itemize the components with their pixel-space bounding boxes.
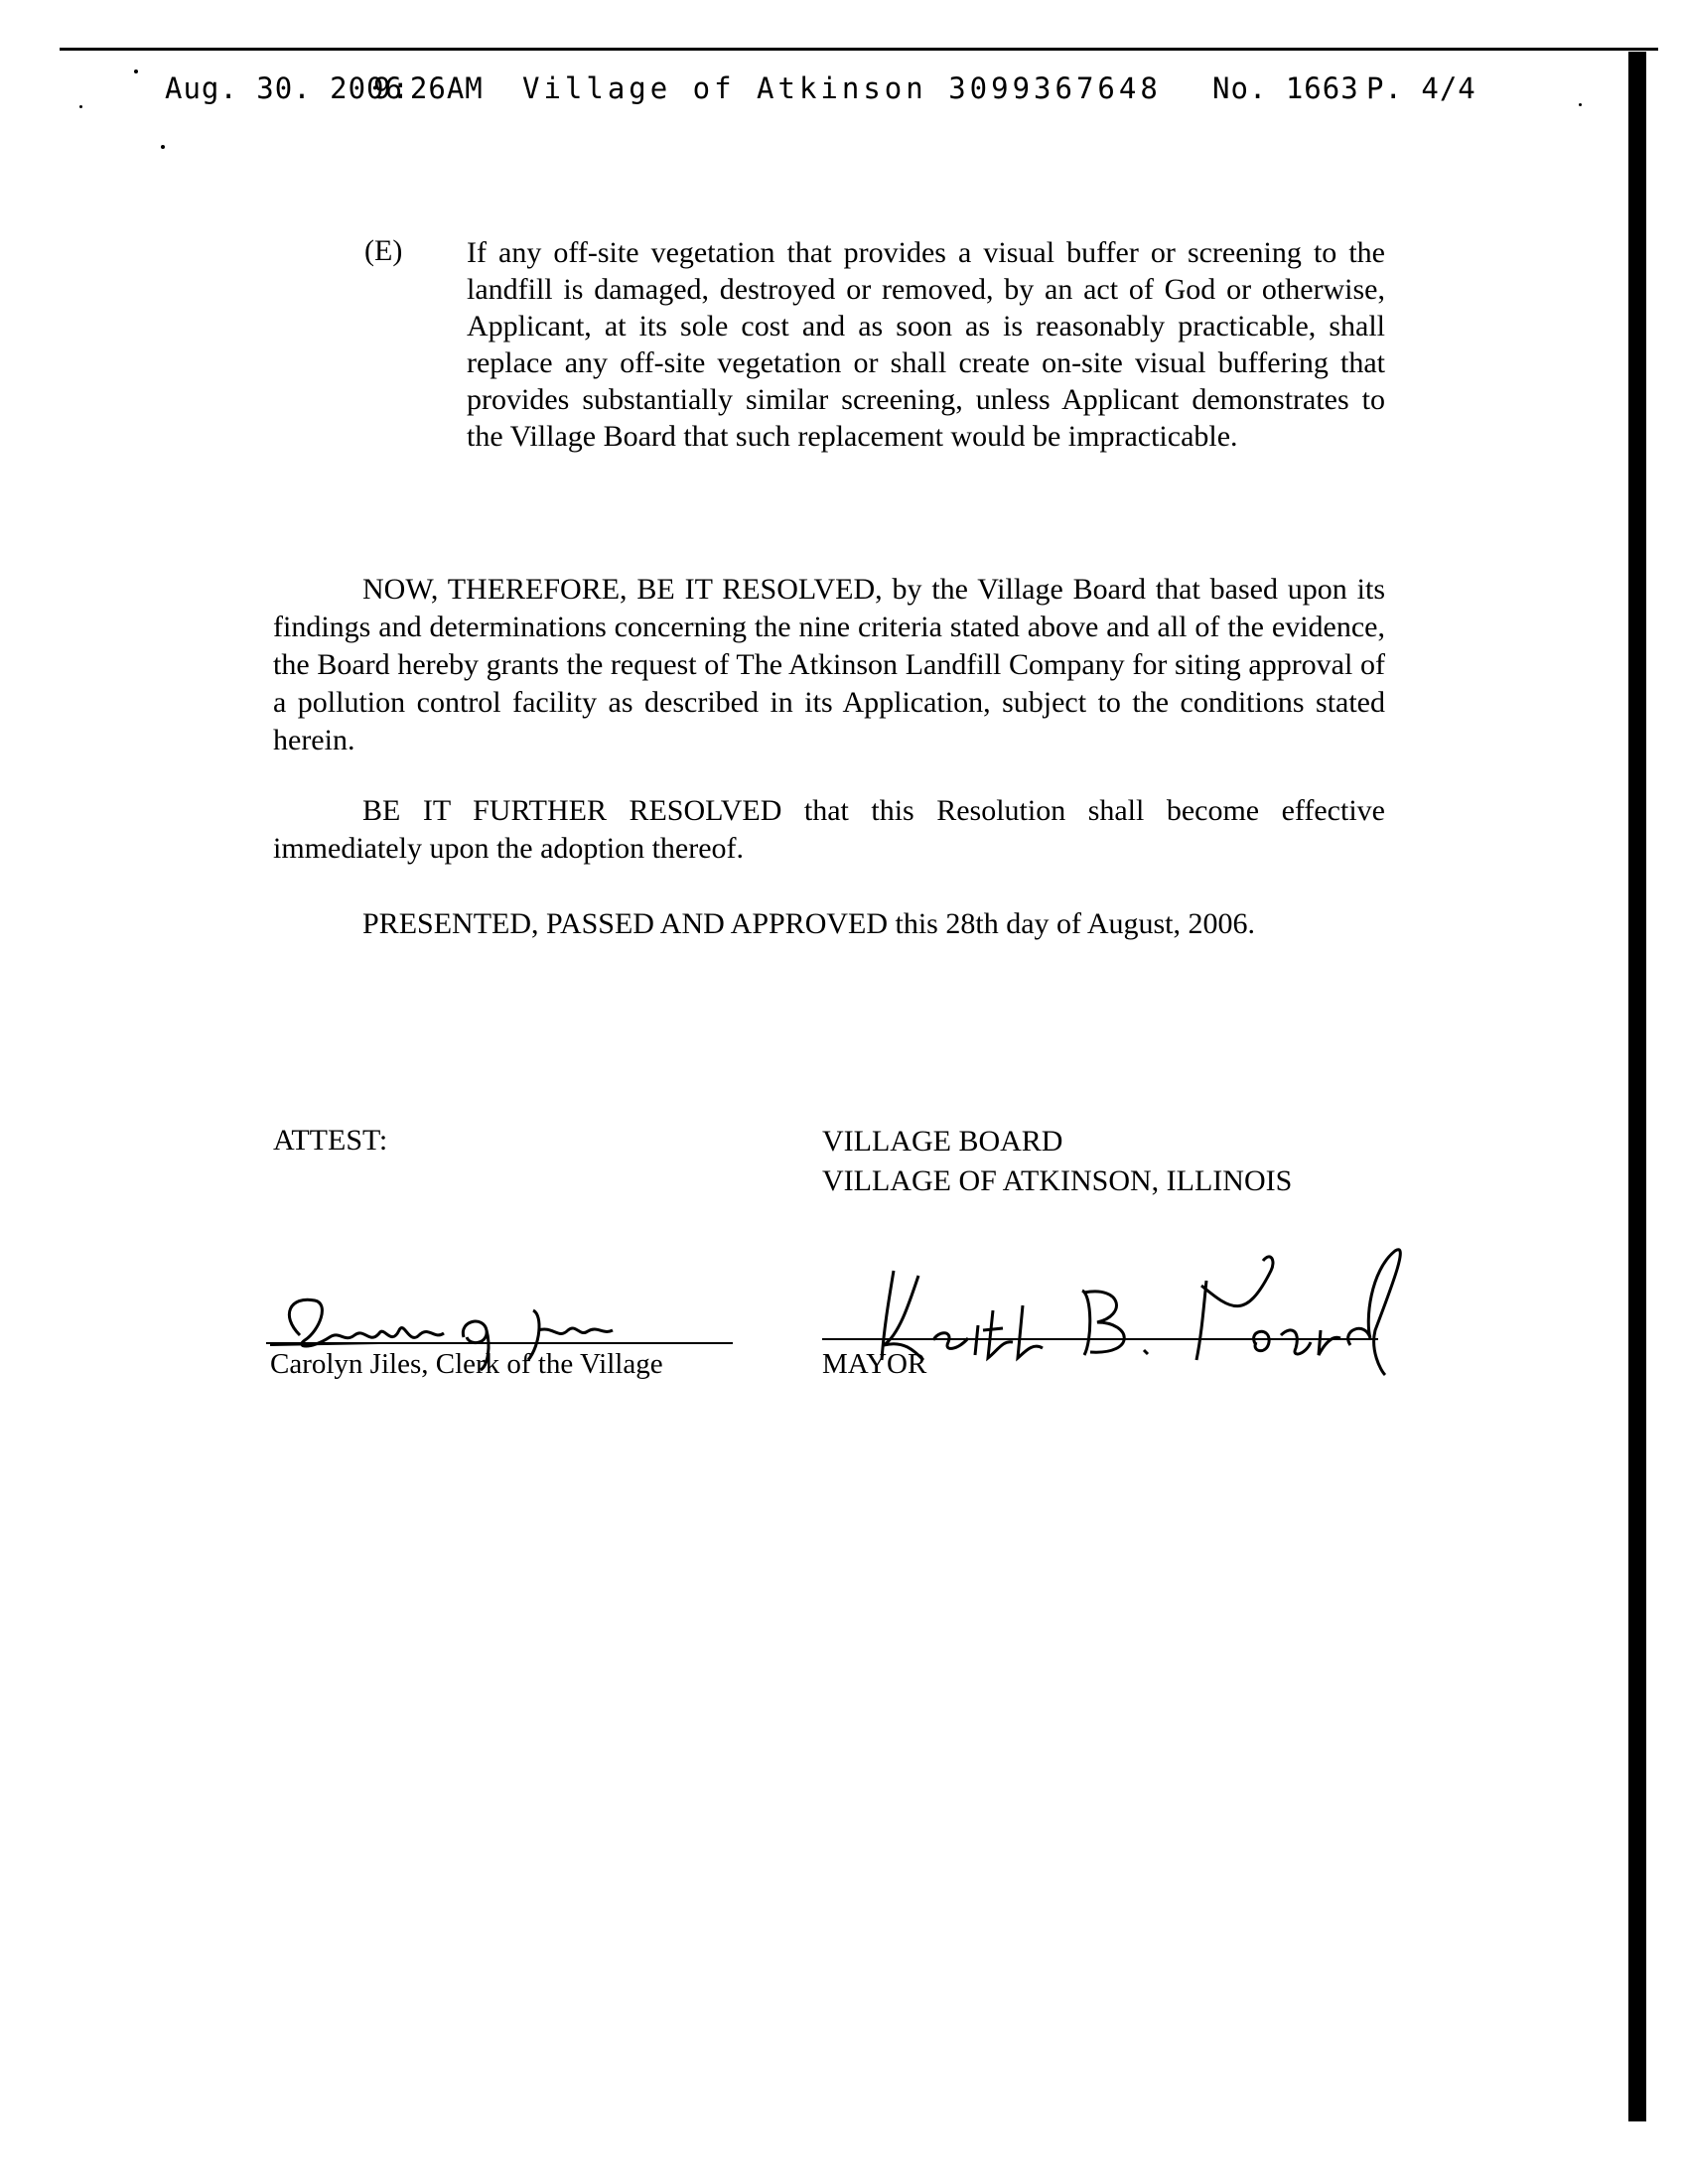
fax-header <box>165 71 1476 111</box>
clerk-signature-line <box>266 1342 733 1344</box>
scan-speck <box>161 145 165 149</box>
fax-page: P. 4/4 <box>1366 71 1476 105</box>
scan-speck <box>79 105 82 108</box>
scan-speck <box>134 69 138 73</box>
fax-sender: Village of Atkinson 3099367648 <box>522 71 1162 105</box>
top-border-rule <box>60 48 1658 51</box>
fax-date: Aug. 30. 2006 <box>165 71 403 105</box>
mayor-signature <box>854 1231 1410 1380</box>
fax-time: 9:26AM <box>373 71 484 105</box>
mayor-signature-line <box>822 1338 1378 1340</box>
board-line: VILLAGE OF ATKINSON, ILLINOIS <box>822 1164 1293 1197</box>
village-board-block <box>822 1122 1292 1201</box>
approval-paragraph: PRESENTED, PASSED AND APPROVED this 28th day of August, 2006. <box>362 907 1256 940</box>
right-edge-bar <box>1628 52 1646 2121</box>
scan-speck <box>1579 103 1582 106</box>
attest-label: ATTEST: <box>273 1124 388 1157</box>
condition-text: If any off-site vegetation that provides a visual buffer or screening to the landfill is damaged, destroyed or removed, by an act of God or otherwise, Applicant, at its sole cost and as soon as is reasonably practicable, shall replace any off-site vegetation or shall create on-site visual buffering that provides substantially similar screening, unless Applicant demonstrates to the Village Board that such replacement would be impracticable. <box>467 236 1385 453</box>
board-line: VILLAGE BOARD <box>822 1125 1063 1158</box>
mayor-caption: MAYOR <box>822 1348 927 1380</box>
effective-paragraph: BE IT FURTHER RESOLVED that this Resolution shall become effective immediately upon the adoption thereof. <box>273 794 1385 865</box>
condition-label: (E) <box>364 234 403 267</box>
clerk-caption: Carolyn Jiles, Clerk of the Village <box>270 1348 663 1380</box>
fax-number: No. 1663 <box>1212 71 1359 105</box>
resolution-paragraph: NOW, THEREFORE, BE IT RESOLVED, by the Village Board that based upon its findings and determinations concerning the nine criteria stated above and all of the evidence, the Board hereby grants the request of The Atkinson Landfill Company for siting approval of a pollution control facility as described in its Application, subject to the conditions stated herein. <box>273 573 1385 756</box>
